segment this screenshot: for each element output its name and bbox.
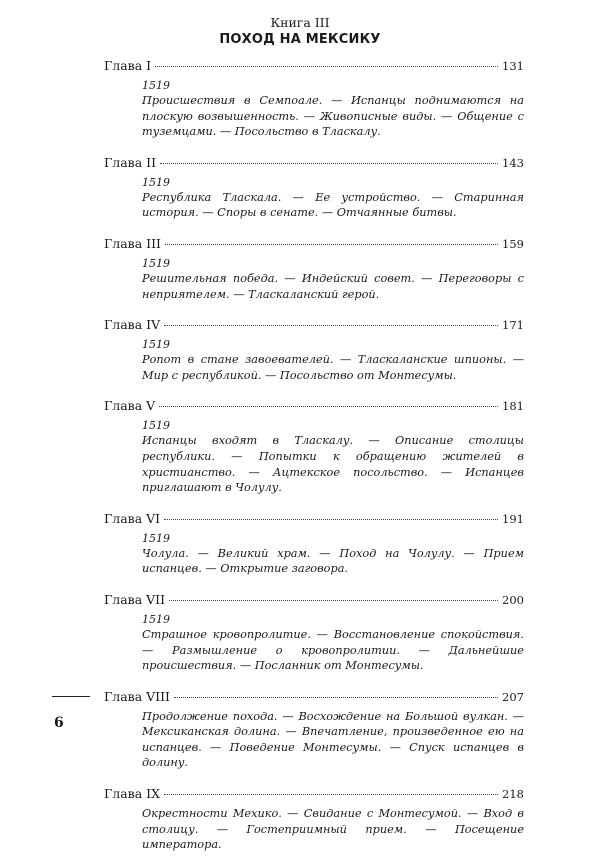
chapter-description — [142, 418, 524, 495]
chapter-year: 1519 — [142, 256, 170, 270]
chapter-page-number: 191 — [502, 511, 524, 526]
toc-entry-heading — [104, 317, 524, 333]
toc-entry-heading — [104, 236, 524, 252]
chapter-page-number: 143 — [502, 155, 524, 170]
toc-entry — [104, 592, 524, 674]
chapter-title: Глава III — [104, 235, 161, 251]
chapter-description — [142, 175, 524, 221]
toc-entry-heading — [104, 511, 524, 527]
chapter-summary: Продолжение похода. — Восхождение на Большой вулкан. — Мексиканская долина. — Впечатление, произведенное ею на испанцев. — Поведение Монтесумы. — Спуск испанцев в долину. — [142, 709, 524, 770]
toc-entry — [104, 58, 524, 140]
chapter-summary: Ропот в стане завоевателей. — Тласкаланские шпионы. — Мир с республикой. — Посольство от Монтесумы. — [142, 353, 524, 382]
chapter-description — [142, 612, 524, 674]
dot-leader — [164, 794, 498, 795]
chapter-title: Глава I — [104, 58, 152, 73]
chapter-description — [142, 78, 524, 140]
toc-entry — [104, 786, 524, 853]
dot-leader — [160, 163, 498, 164]
chapter-title: Глава V — [104, 398, 156, 414]
chapter-summary: Происшествия в Семпоале. — Испанцы поднимаются на плоскую возвышенность. — Живописные виды. — Общение с туземцами. — Посольство в Тласкалу. — [142, 94, 524, 139]
table-of-contents — [104, 58, 524, 868]
chapter-description — [142, 709, 524, 771]
chapter-summary: Испанцы входят в Тласкалу. — Описание столицы республики. — Попытки к обращению жителей в христианство. — Ацтекское посольство. — Испанцев приглашают в Чолулу. — [142, 434, 524, 495]
chapter-year: 1519 — [142, 175, 170, 189]
chapter-description — [142, 531, 524, 577]
toc-entry-heading — [104, 689, 524, 705]
toc-entry-heading — [104, 398, 524, 414]
dot-leader — [169, 600, 498, 601]
dot-leader — [165, 244, 498, 245]
chapter-description — [142, 337, 524, 383]
book-title: ПОХОД НА МЕКСИКУ — [219, 32, 381, 47]
chapter-year: 1519 — [142, 79, 170, 92]
footer-rule — [52, 696, 90, 697]
dot-leader — [155, 66, 498, 67]
dot-leader — [159, 406, 498, 407]
chapter-page-number: 131 — [502, 59, 524, 73]
chapter-title: Глава VIII — [104, 688, 170, 704]
toc-entry — [104, 511, 524, 577]
toc-entry-heading — [104, 58, 524, 74]
chapter-summary: Решительная победа. — Индейский совет. — Переговоры с неприятелем. — Тласкаланский герой. — [142, 271, 524, 301]
chapter-summary: Республика Тласкала. — Ее устройство. — Старинная история. — Споры в сенате. — Отчаянные битвы. — [142, 190, 524, 220]
toc-entry-heading — [104, 786, 524, 802]
toc-entry — [104, 155, 524, 221]
chapter-year: 1519 — [142, 419, 170, 433]
book-label: Книга III — [270, 15, 330, 30]
chapter-page-number: 218 — [502, 787, 524, 802]
chapter-title: Глава IX — [104, 786, 160, 802]
chapter-page-number: 181 — [502, 399, 524, 414]
chapter-summary: Окрестности Мехико. — Свидание с Монтесумой. — Вход в столицу. — Гостеприимный прием. — Посещение императора. — [142, 807, 524, 852]
chapter-summary: Страшное кровопролитие. — Восстановление спокойствия. — Размышление о кровопролитии. — Дальнейшие происшествия. — Посланник от Монтесумы. — [142, 627, 524, 673]
chapter-title: Глава VII — [104, 591, 166, 607]
chapter-year: 1519 — [142, 531, 170, 545]
chapter-description — [142, 806, 524, 853]
toc-entry-heading — [104, 155, 524, 171]
chapter-title: Глава IV — [104, 317, 161, 333]
chapter-page-number: 200 — [502, 592, 524, 607]
toc-entry — [104, 236, 524, 302]
chapter-summary: Чолула. — Великий храм. — Поход на Чолулу. — Прием испанцев. — Открытие заговора. — [142, 546, 524, 576]
dot-leader — [174, 697, 498, 698]
chapter-year: 1519 — [142, 612, 170, 626]
chapter-page-number: 207 — [502, 689, 524, 704]
book-header — [0, 14, 600, 48]
toc-entry — [104, 689, 524, 771]
page-number: 6 — [54, 715, 64, 731]
chapter-page-number: 171 — [502, 318, 524, 333]
chapter-description — [142, 256, 524, 302]
chapter-title: Глава II — [104, 154, 157, 170]
chapter-year: 1519 — [142, 338, 170, 352]
chapter-title: Глава VI — [104, 510, 161, 526]
toc-entry — [104, 317, 524, 383]
dot-leader — [164, 519, 498, 520]
chapter-page-number: 159 — [502, 236, 524, 251]
dot-leader — [164, 325, 498, 326]
toc-entry — [104, 398, 524, 495]
toc-entry-heading — [104, 592, 524, 608]
